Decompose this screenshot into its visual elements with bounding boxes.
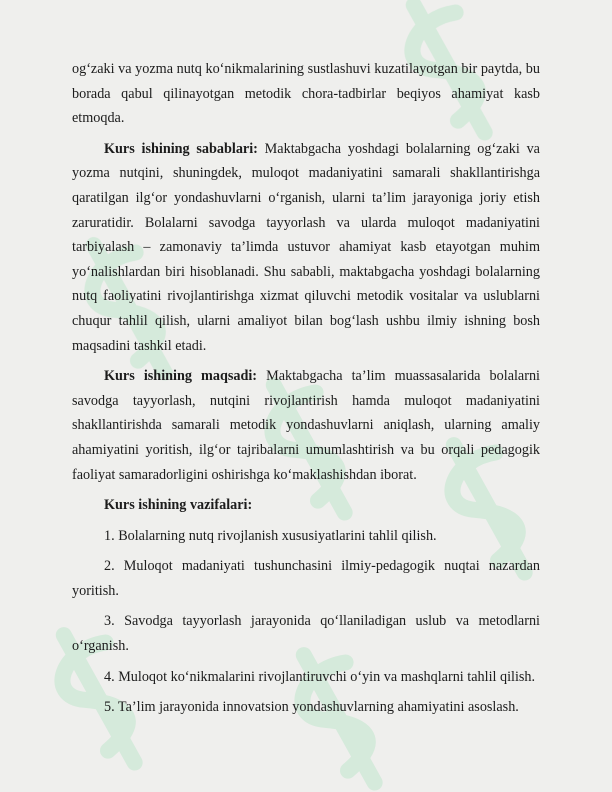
task-item-2: 2. Muloqot madaniyati tushunchasini ilmiy-pedagogik nuqtai nazardan yoritish.	[72, 558, 540, 599]
task-item-1: 1. Bolalarning nutq rivojlanish xususiyatlarini tahlil qilish.	[104, 527, 437, 544]
task-item-5: 5. Ta’lim jarayonida innovatsion yondashuvlarning ahamiyatini asoslash.	[104, 699, 519, 716]
task-item-4: 4. Muloqot ko‘nikmalarini rivojlantiruvchi o‘yin va mashqlarni tahlil qilish.	[104, 668, 536, 685]
goal-paragraph	[72, 364, 540, 487]
reasons-text: Maktabgacha yoshdagi bolalarning og‘zaki va yozma nutqini, shuningdek, muloqot madaniyatini samarali shakllantirishga qaratilgan ilg‘or yondashuvlarni o‘rganish, ularni ta’lim jarayoniga joriy etish zaruratidir. Bolalarni savodga tayyorlash va ularda muloqot madaniyatini tarbiyalash – zamonaviy ta’limda ustuvor ahamiyat kasb etayotgan muhim yo‘nalishlardan biri hisoblanadi. Shu sababli, maktabgacha yoshdagi bolalarning nutq faoliyatini rivojlantirishga xizmat qiluvchi metodik vositalar va uslublarni chuqur tahlil qilish, ularni amaliyot bilan bog‘lash ushbu ilmiy ishning bosh maqsadini tashkil etadi.	[72, 140, 540, 354]
tasks-heading: Kurs ishining vazifalari:	[104, 497, 253, 514]
reasons-paragraph	[72, 137, 540, 358]
document-body	[72, 57, 540, 726]
goal-heading: Kurs ishining maqsadi:	[104, 368, 258, 385]
task-item-3: 3. Savodga tayyorlash jarayonida qo‘llaniladigan uslub va metodlarni o‘rganish.	[72, 613, 540, 655]
goal-text: Maktabgacha ta’lim muassasalarida bolalarni savodga tayyorlash, nutqini rivojlantirish hamda muloqot madaniyatini shakllantirishda samarali metodik yondashuvlarni aniqlash, ularning amaliy ahamiyatini yoritish, ilg‘or tajribalarni umumlashtirish va bu orqali pedagogik faoliyat samaradorligini oshirishga ko‘maklashishdan iborat.	[72, 368, 540, 483]
tasks-heading-paragraph	[72, 493, 540, 518]
intro-paragraph: og‘zaki va yozma nutq ko‘nikmalarining sustlashuvi kuzatilayotgan bir paytda, bu borada qabul qilinayotgan metodik chora-tadbirlar beqiyos ahamiyat kasb etmoqda.	[72, 61, 540, 127]
reasons-heading: Kurs ishining sabablari:	[104, 140, 258, 157]
